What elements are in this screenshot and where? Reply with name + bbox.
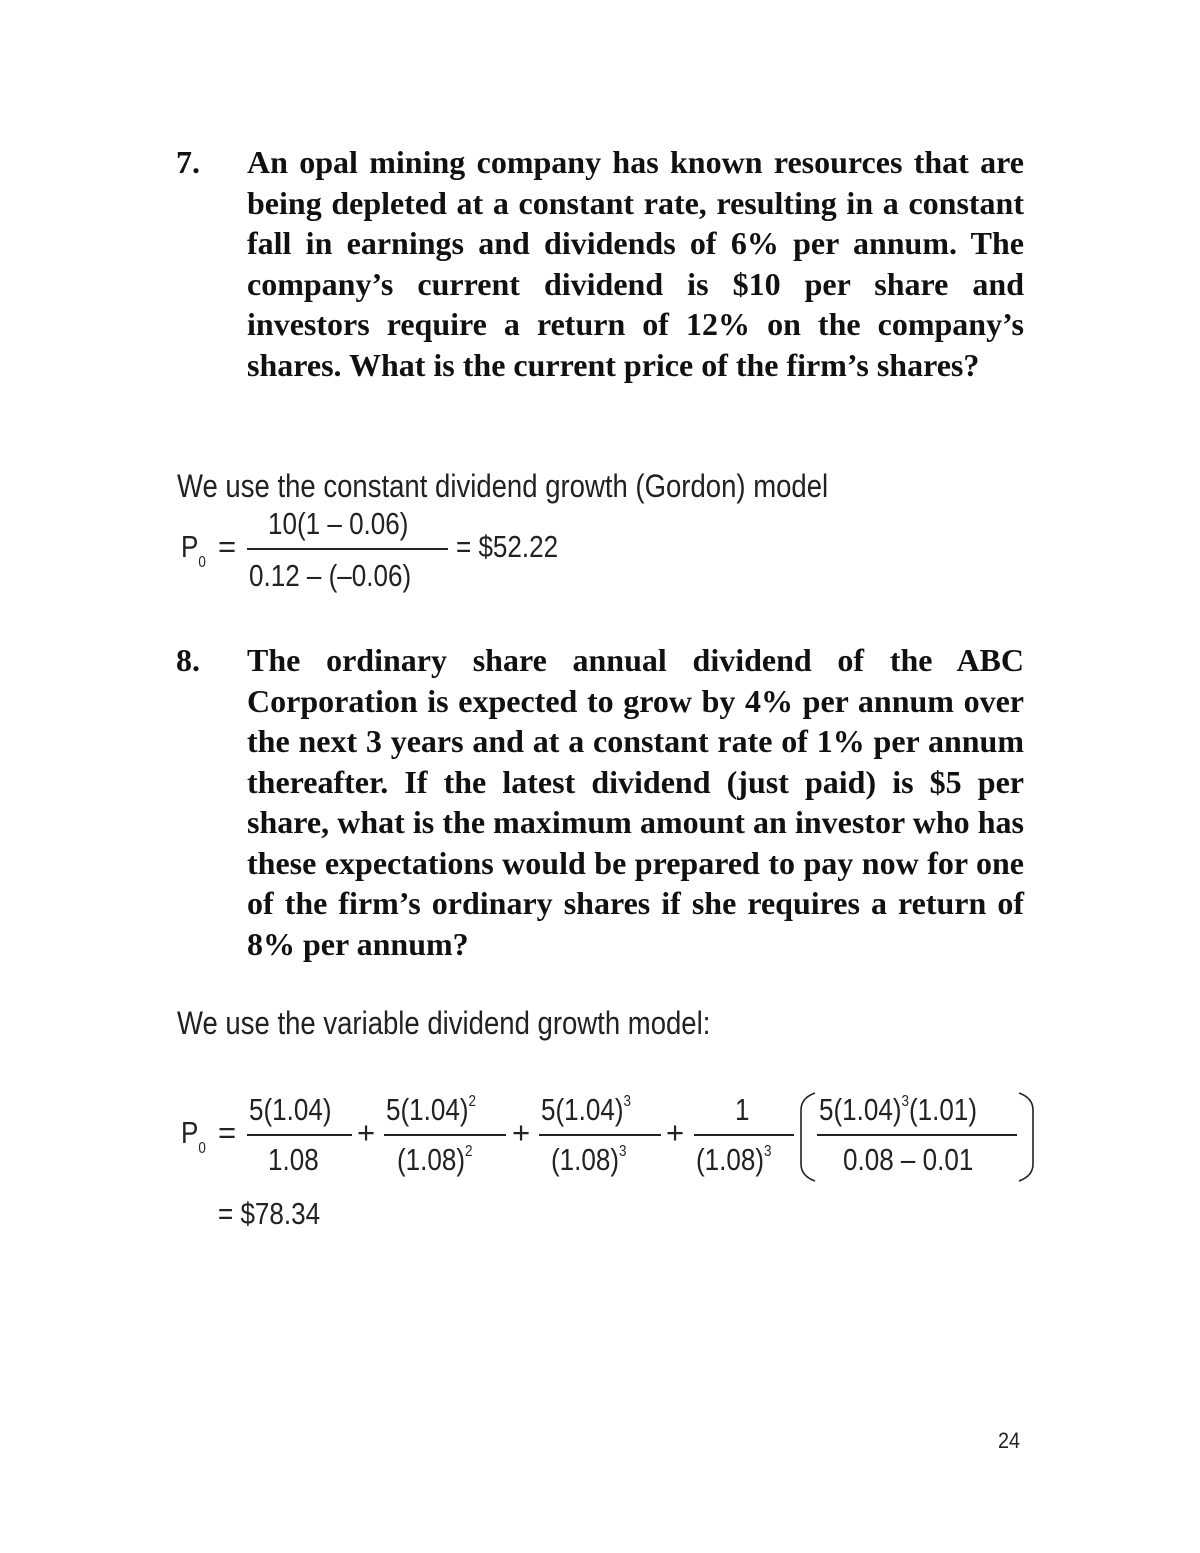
answer-8-result: = $78.34	[218, 1196, 321, 1231]
answer-8-equals: =	[218, 1115, 237, 1150]
answer-7-intro: We use the constant dividend growth (Gordon) model	[177, 468, 829, 504]
term-1-denominator: 1.08	[268, 1142, 319, 1177]
term-3-denominator: $(1.08)^3$	[551, 1142, 627, 1177]
question-number: 8.	[176, 642, 200, 678]
fraction-bar	[694, 1134, 794, 1136]
question-number: 7.	[176, 144, 200, 180]
plus-sign: +	[666, 1115, 685, 1150]
page-number: 24	[998, 1428, 1021, 1453]
term-4-numerator: 1	[735, 1092, 750, 1127]
answer-8-intro: We use the variable dividend growth model:	[177, 1005, 711, 1041]
answer-7-lhs: $P_0$	[181, 529, 206, 571]
term-2-denominator: $(1.08)^2$	[397, 1142, 473, 1177]
fraction-bar	[247, 1134, 352, 1136]
term-5-numerator: $5(1.04)^3(1.01)$	[819, 1092, 978, 1127]
fraction-bar	[247, 548, 448, 550]
answer-8-lhs: $P_0$	[181, 1115, 206, 1157]
fraction-bar	[817, 1134, 1017, 1136]
plus-sign: +	[357, 1115, 376, 1150]
answer-7-numerator: 10(1 – 0.06)	[268, 506, 409, 541]
term-3-numerator: $5(1.04)^3$	[541, 1092, 631, 1127]
question-text: An opal mining company has known resources that are being depleted at a constant rate, resulting in a constant fall in earnings and dividends of 6% per annum. The company’s current dividend is $10 per share and investors require a return of 12% on the company’s shares. What is the current price of the firm’s shares?	[247, 144, 1024, 383]
answer-7-equals: =	[218, 529, 237, 564]
term-4-denominator: $(1.08)^3$	[696, 1142, 772, 1177]
question-text: The ordinary share annual dividend of the ABC Corporation is expected to grow by 4% per annum over the next 3 years and at a constant rate of 1% per annum thereafter. If the latest dividend (just paid) is $5 per share, what is the maximum amount an investor who has these expectations would be prepared to pay now for one of the firm’s ordinary shares if she requires a return of 8% per annum?	[247, 642, 1024, 962]
fraction-bar	[539, 1134, 661, 1136]
fraction-bar	[384, 1134, 506, 1136]
term-2-numerator: $5(1.04)^2$	[386, 1092, 476, 1127]
answer-7-denominator: 0.12 – (–0.06)	[249, 558, 412, 593]
answer-7-result: = $52.22	[456, 529, 559, 564]
plus-sign: +	[512, 1115, 531, 1150]
term-1-numerator: 5(1.04)	[249, 1092, 332, 1127]
term-5-denominator: 0.08 – 0.01	[843, 1142, 974, 1177]
